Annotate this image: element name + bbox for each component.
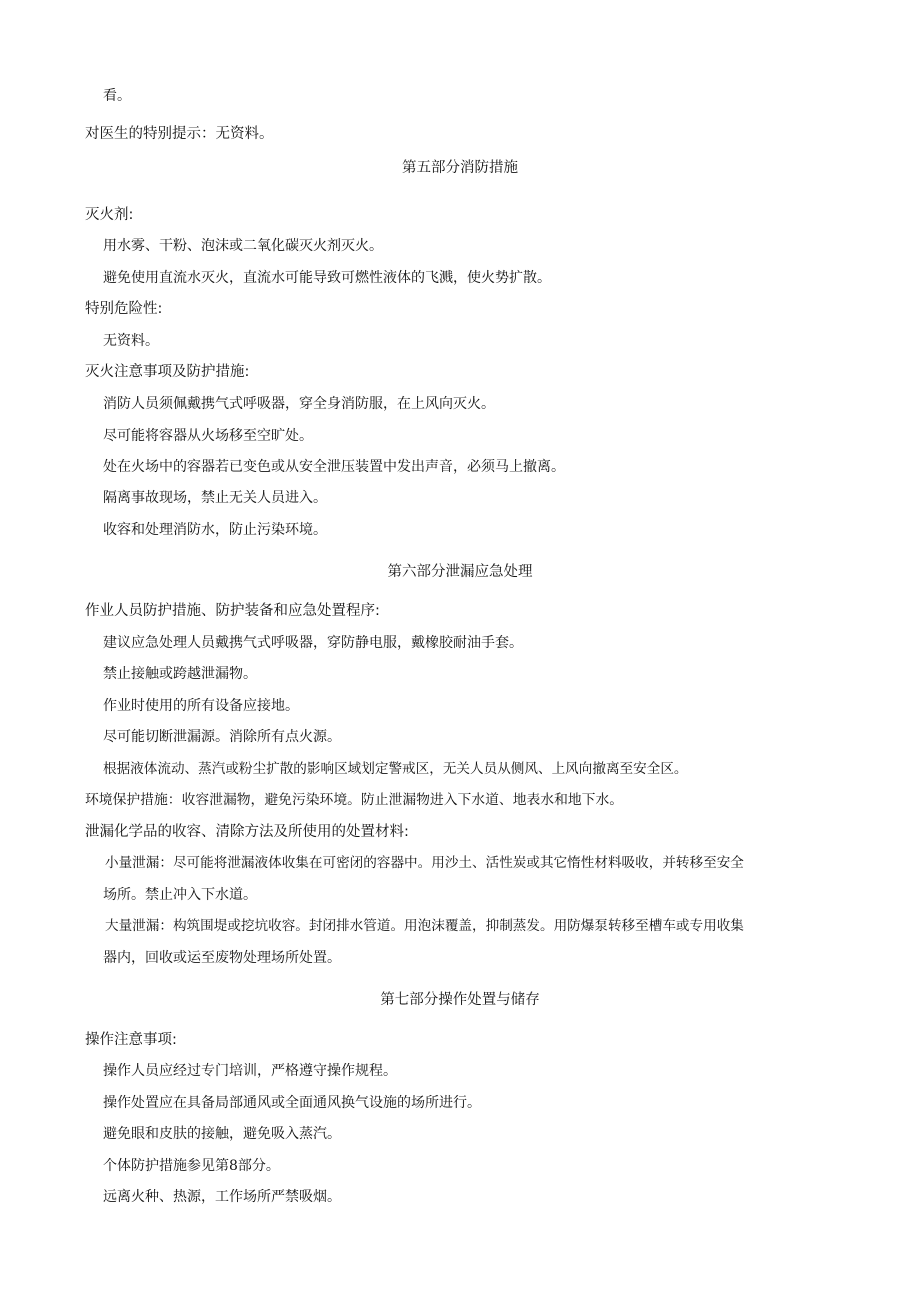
text-line: 尽可能将容器从火场移至空旷处。 xyxy=(103,428,313,444)
text-line: 作业时使用的所有设备应接地。 xyxy=(103,698,299,714)
section-title-5: 第五部分消防措施 xyxy=(402,160,518,176)
text-line: 禁止接触或跨越泄漏物。 xyxy=(103,666,257,682)
text-line: 尽可能切断泄漏源。消除所有点火源。 xyxy=(103,729,341,745)
text-line: 收容和处理消防水，防止污染环境。 xyxy=(103,522,327,538)
field-heading: 灭火剂: xyxy=(85,207,134,223)
text-line: 个体防护措施参见第8部分。 xyxy=(103,1158,280,1174)
text-line: 消防人员须佩戴携气式呼吸器，穿全身消防服，在上风向灭火。 xyxy=(103,396,495,412)
environment-measures: 环境保护措施：收容泄漏物，避免污染环境。防止泄漏物进入下水道、地表水和地下水。 xyxy=(85,792,624,808)
text-line: 器内，回收或运至废物处理场所处置。 xyxy=(103,950,341,966)
text-line: 建议应急处理人员戴携气式呼吸器，穿防静电服，戴橡胶耐油手套。 xyxy=(103,635,523,651)
field-heading: 作业人员防护措施、防护装备和应急处置程序: xyxy=(85,603,380,619)
text-line: 操作人员应经过专门培训，严格遵守操作规程。 xyxy=(103,1063,397,1079)
text-line: 看。 xyxy=(103,88,131,104)
text-line: 避免使用直流水灭火，直流水可能导致可燃性液体的飞溅，使火势扩散。 xyxy=(103,270,551,286)
field-heading: 泄漏化学品的收容、清除方法及所使用的处置材料: xyxy=(85,824,409,840)
text-line: 操作处置应在具备局部通风或全面通风换气设施的场所进行。 xyxy=(103,1095,481,1111)
text-line: 隔离事故现场，禁止无关人员进入。 xyxy=(103,490,327,506)
doctor-note: 对医生的特别提示：无资料。 xyxy=(85,126,274,142)
text-line: 大量泄漏：构筑围堤或挖坑收容。封闭排水管道。用泡沫覆盖，抑制蒸发。用防爆泵转移至槽车或专用收集 xyxy=(105,918,744,934)
section-title-6: 第六部分泄漏应急处理 xyxy=(387,564,533,580)
text-line: 场所。禁止冲入下水道。 xyxy=(103,887,257,903)
text-line: 处在火场中的容器若已变色或从安全泄压装置中发出声音，必须马上撤离。 xyxy=(103,459,565,475)
text-line: 避免眼和皮肤的接触，避免吸入蒸汽。 xyxy=(103,1126,341,1142)
text-line: 根据液体流动、蒸汽或粉尘扩散的影响区域划定警戒区，无关人员从侧风、上风向撤离至安全区。 xyxy=(103,761,688,777)
text-line: 远离火种、热源，工作场所严禁吸烟。 xyxy=(103,1189,341,1205)
text-line: 无资料。 xyxy=(103,333,159,349)
field-heading: 操作注意事项: xyxy=(85,1032,177,1048)
field-heading: 灭火注意事项及防护措施: xyxy=(85,364,250,380)
text-line: 用水雾、干粉、泡沫或二氧化碳灭火剂灭火。 xyxy=(103,238,383,254)
field-heading: 特别危险性: xyxy=(85,301,163,317)
section-title-7: 第七部分操作处置与储存 xyxy=(380,992,540,1008)
text-line: 小量泄漏：尽可能将泄漏液体收集在可密闭的容器中。用沙土、活性炭或其它惰性材料吸收，并转移至安全 xyxy=(105,855,744,871)
